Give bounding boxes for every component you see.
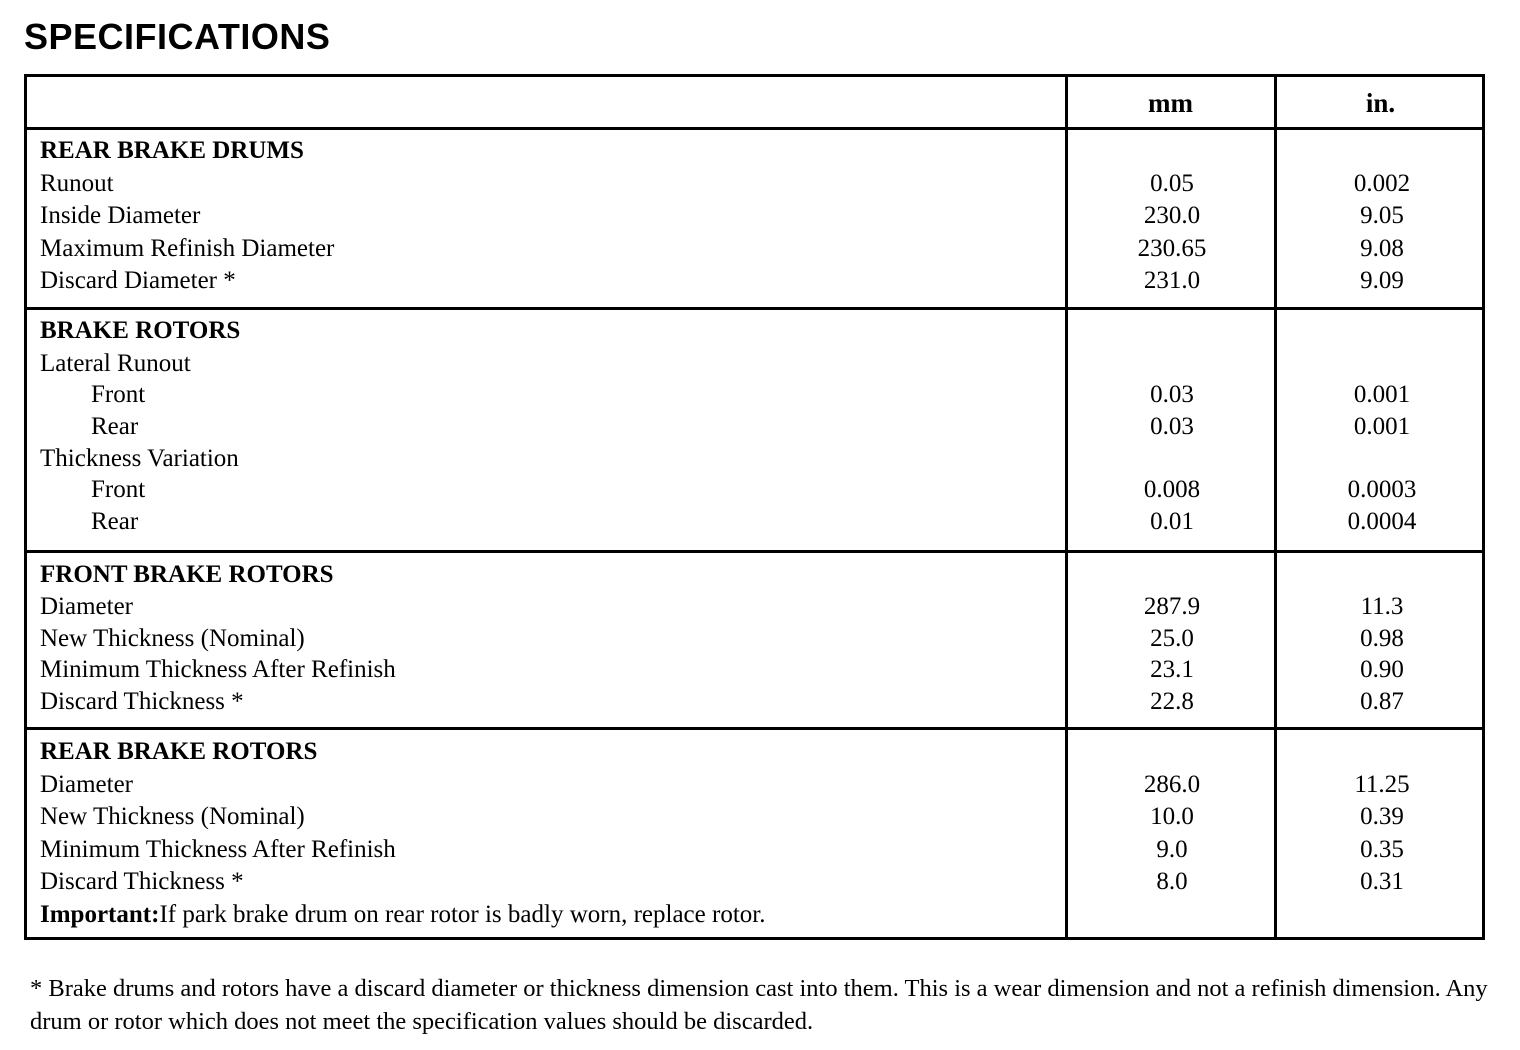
- row-label: Diameter: [40, 771, 134, 798]
- row-label: Front: [91, 476, 146, 503]
- section-heading: REAR BRAKE ROTORS: [40, 738, 318, 765]
- table-row: [27, 233, 1482, 265]
- row-label: Inside Diameter: [40, 202, 201, 229]
- row-label: New Thickness (Nominal): [40, 625, 305, 652]
- value-in: 0.87: [1360, 688, 1404, 715]
- table-row: [27, 443, 1482, 475]
- specifications-table: [24, 74, 1485, 940]
- section-divider: [27, 550, 1482, 553]
- row-label: Diameter: [40, 593, 134, 620]
- section-heading: REAR BRAKE DRUMS: [40, 137, 304, 164]
- header-in: in.: [1365, 88, 1396, 118]
- section-heading-row: [27, 559, 1482, 591]
- value-in: 11.25: [1354, 771, 1410, 798]
- table-row: [27, 834, 1482, 866]
- table-row: [27, 168, 1482, 200]
- value-mm: 0.008: [1143, 476, 1201, 503]
- table-row: [27, 686, 1482, 718]
- section-heading-row: [27, 736, 1482, 768]
- row-label: Discard Diameter *: [40, 267, 236, 294]
- table-row: [27, 506, 1482, 538]
- value-in: 9.05: [1360, 202, 1404, 229]
- value-in: 0.90: [1360, 656, 1404, 683]
- value-mm: 0.05: [1150, 170, 1194, 197]
- row-label: Rear: [91, 508, 139, 535]
- header-divider: [27, 127, 1482, 130]
- row-label: Discard Thickness *: [40, 868, 244, 895]
- section-divider: [27, 307, 1482, 310]
- value-in: 0.0004: [1347, 508, 1417, 535]
- important-note-label: Important:: [40, 901, 160, 928]
- row-label: Front: [91, 381, 146, 408]
- important-note-text: If park brake drum on rear rotor is badly worn, replace rotor.: [159, 901, 766, 928]
- table-row: [27, 411, 1482, 443]
- row-label: Runout: [40, 170, 114, 197]
- table-row: [27, 769, 1482, 801]
- section-heading: FRONT BRAKE ROTORS: [40, 561, 334, 588]
- value-mm: 25.0: [1150, 625, 1194, 652]
- table-row: [27, 801, 1482, 833]
- value-in: 0.31: [1360, 868, 1404, 895]
- value-mm: 22.8: [1150, 688, 1194, 715]
- value-mm: 0.01: [1150, 508, 1194, 535]
- table-row: [27, 474, 1482, 506]
- section-heading-row: [27, 135, 1482, 167]
- row-label: Minimum Thickness After Refinish: [40, 836, 396, 863]
- table-row: [27, 348, 1482, 380]
- row-label: Thickness Variation: [40, 445, 239, 472]
- footnote: * Brake drums and rotors have a discard diameter or thickness dimension cast into them. This is a wear dimension and not a refinish dimension. Any drum or rotor which does not meet the specification values should be discarded.: [30, 975, 1488, 1035]
- value-in: 0.39: [1360, 803, 1404, 830]
- row-label: Minimum Thickness After Refinish: [40, 656, 396, 683]
- row-label: Rear: [91, 413, 139, 440]
- table-row: [27, 654, 1482, 686]
- value-in: 0.0003: [1347, 476, 1417, 503]
- header-mm: mm: [1148, 88, 1193, 118]
- value-mm: 0.03: [1150, 413, 1194, 440]
- value-mm: 287.9: [1143, 593, 1201, 620]
- value-in: 0.001: [1353, 381, 1411, 408]
- value-mm: 8.0: [1156, 868, 1188, 895]
- value-in: 9.08: [1360, 235, 1404, 262]
- table-row: [27, 866, 1482, 898]
- value-in: 0.35: [1360, 836, 1404, 863]
- row-label: Discard Thickness *: [40, 688, 244, 715]
- value-mm: 230.65: [1137, 235, 1207, 262]
- important-note: [40, 899, 765, 931]
- row-label: Lateral Runout: [40, 350, 191, 377]
- section-divider: [27, 727, 1482, 730]
- value-mm: 286.0: [1143, 771, 1201, 798]
- row-label: New Thickness (Nominal): [40, 803, 305, 830]
- value-in: 0.001: [1353, 413, 1411, 440]
- value-in: 0.002: [1353, 170, 1411, 197]
- value-in: 11.3: [1360, 593, 1404, 620]
- table-row: [27, 623, 1482, 655]
- value-in: 0.98: [1360, 625, 1404, 652]
- value-mm: 9.0: [1156, 836, 1188, 863]
- value-mm: 23.1: [1150, 656, 1194, 683]
- section-heading: BRAKE ROTORS: [40, 317, 241, 344]
- important-note-row: [27, 899, 1482, 931]
- table-row: [27, 591, 1482, 623]
- value-mm: 231.0: [1143, 267, 1201, 294]
- table-row: [27, 265, 1482, 297]
- page-title: SPECIFICATIONS: [24, 16, 331, 57]
- section-heading-row: [27, 315, 1482, 347]
- value-mm: 0.03: [1150, 381, 1194, 408]
- table-row: [27, 379, 1482, 411]
- value-mm: 10.0: [1150, 803, 1194, 830]
- value-in: 9.09: [1360, 267, 1404, 294]
- row-label: Maximum Refinish Diameter: [40, 235, 335, 262]
- table-row: [27, 200, 1482, 232]
- value-mm: 230.0: [1143, 202, 1201, 229]
